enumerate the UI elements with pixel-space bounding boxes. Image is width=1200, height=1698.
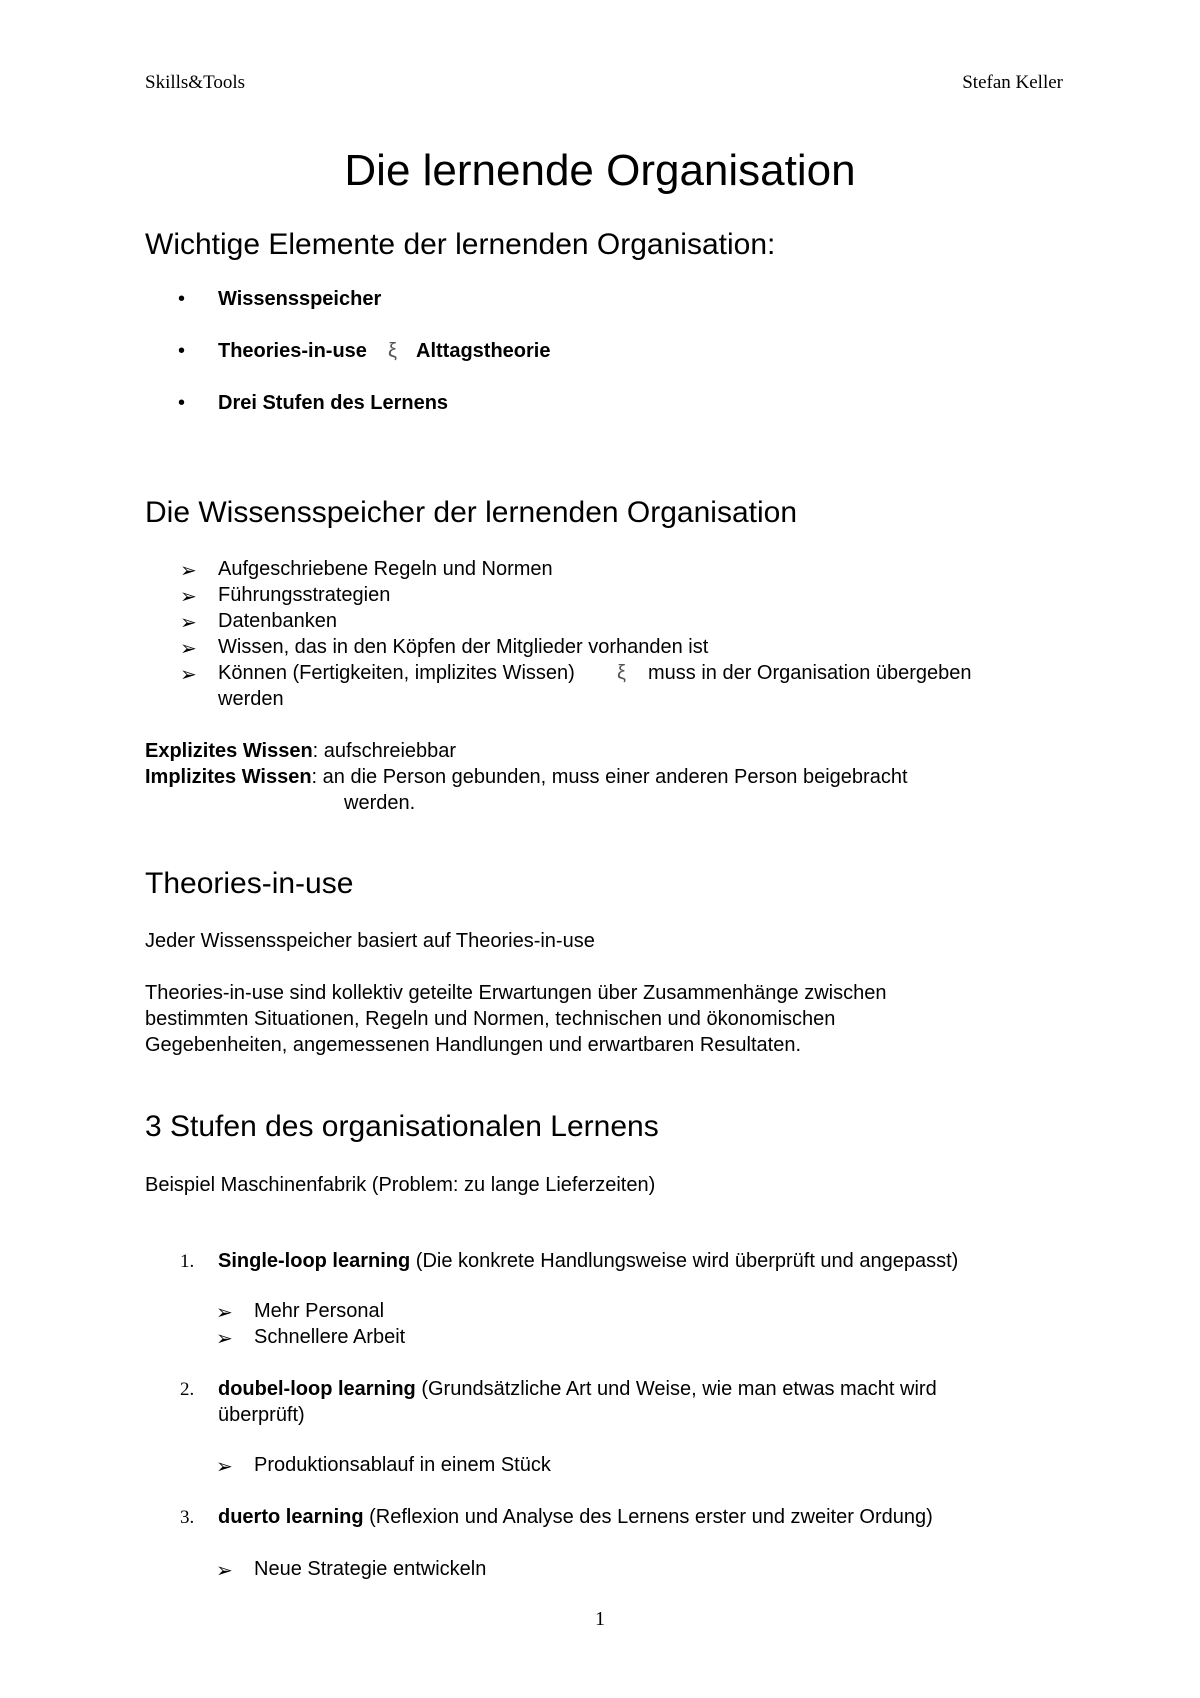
list-item-text-secondary: Alttagstheorie (416, 340, 551, 362)
section-heading-wissensspeicher: Die Wissensspeicher der lernenden Organisation (145, 496, 798, 529)
step-number: 3. (180, 1507, 195, 1528)
sub-list-item-text: Neue Strategie entwickeln (254, 1558, 487, 1580)
step-term: doubel-loop learning (218, 1378, 416, 1400)
step-number: 1. (180, 1251, 195, 1272)
list-item (178, 288, 382, 311)
section-heading-theories: Theories-in-use (145, 867, 354, 900)
bullet-icon: • (178, 288, 186, 310)
sub-list-item (216, 1326, 406, 1351)
sub-list-item (216, 1454, 551, 1479)
arrow-bullet-icon: ➢ (216, 1456, 233, 1478)
bullet-icon: • (178, 392, 186, 414)
step-term: duerto learning (218, 1506, 364, 1528)
paragraph: Beispiel Maschinenfabrik (Problem: zu lange Lieferzeiten) (145, 1174, 656, 1196)
header-left: Skills&Tools (145, 72, 246, 93)
step-description: (Reflexion und Analyse des Lernens erster und zweiter Ordung) (363, 1506, 933, 1528)
sub-list-item-text: Schnellere Arbeit (254, 1326, 406, 1348)
list-item-text: Wissen, das in den Köpfen der Mitglieder vorhanden ist (218, 636, 709, 658)
definition-text: : an die Person gebunden, muss einer anderen Person beigebracht (311, 766, 908, 788)
step-number: 2. (180, 1379, 195, 1400)
list-item (180, 558, 553, 583)
arrow-icon: ξ (617, 662, 626, 684)
list-item-text: Drei Stufen des Lernens (218, 392, 449, 414)
list-item-wrap: werden (218, 688, 284, 710)
arrow-bullet-icon: ➢ (180, 612, 197, 634)
sub-list-item (216, 1300, 385, 1325)
arrow-bullet-icon: ➢ (180, 560, 197, 582)
list-item-text: Datenbanken (218, 610, 337, 632)
arrow-icon: ξ (388, 340, 397, 362)
sub-list-item-text: Mehr Personal (254, 1300, 385, 1322)
paragraph-line: Theories-in-use sind kollektiv geteilte Erwartungen über Zusammenhänge zwischen (145, 982, 887, 1004)
definition-text: : aufschreiebbar (312, 740, 457, 762)
sub-list-item-text: Produktionsablauf in einem Stück (254, 1454, 551, 1476)
step-description: (Die konkrete Handlungsweise wird überprüft und angepasst) (410, 1250, 959, 1272)
paragraph-line: bestimmten Situationen, Regeln und Normen, technischen und ökonomischen (145, 1008, 836, 1030)
step-text-wrap: überprüft) (218, 1404, 305, 1426)
paragraph: Jeder Wissensspeicher basiert auf Theories-in-use (145, 930, 595, 952)
list-item-text: Können (Fertigkeiten, implizites Wissen) (218, 662, 575, 684)
section-heading-elements: Wichtige Elemente der lernenden Organisation: (145, 228, 776, 261)
page-title: Die lernende Organisation (344, 146, 856, 195)
section-heading-stufen: 3 Stufen des organisationalen Lernens (145, 1110, 659, 1143)
sub-list-item (216, 1558, 487, 1583)
list-item (178, 392, 449, 415)
definition-explicit (145, 740, 456, 763)
arrow-bullet-icon: ➢ (216, 1560, 233, 1582)
arrow-bullet-icon: ➢ (180, 586, 197, 608)
list-item (178, 340, 551, 363)
list-item (180, 662, 972, 687)
step-term: Single-loop learning (218, 1250, 411, 1272)
list-item (180, 584, 391, 609)
arrow-bullet-icon: ➢ (180, 664, 197, 686)
list-item (180, 636, 709, 661)
definition-term: Implizites Wissen (145, 766, 312, 788)
step-text (218, 1378, 937, 1401)
definition-text-wrap: werden. (344, 792, 416, 814)
page-number: 1 (595, 1608, 605, 1630)
step-text (218, 1506, 933, 1529)
arrow-bullet-icon: ➢ (216, 1328, 233, 1350)
arrow-bullet-icon: ➢ (180, 638, 197, 660)
list-item (180, 610, 337, 635)
definition-implicit (145, 766, 908, 789)
arrow-bullet-icon: ➢ (216, 1302, 233, 1324)
definition-term: Explizites Wissen (145, 740, 313, 762)
step-description: (Grundsätzliche Art und Weise, wie man etwas macht wird (415, 1378, 937, 1400)
list-item-text: Führungsstrategien (218, 584, 391, 606)
bullet-icon: • (178, 340, 186, 362)
step-text (218, 1250, 958, 1273)
list-item-text: Theories-in-use (218, 340, 367, 362)
paragraph-line: Gegebenheiten, angemessenen Handlungen und erwartbaren Resultaten. (145, 1034, 802, 1056)
list-item-text: Wissensspeicher (218, 288, 382, 310)
list-item-text-continued: muss in der Organisation übergeben (648, 662, 972, 684)
header-right: Stefan Keller (962, 72, 1063, 93)
list-item-text: Aufgeschriebene Regeln und Normen (218, 558, 553, 580)
